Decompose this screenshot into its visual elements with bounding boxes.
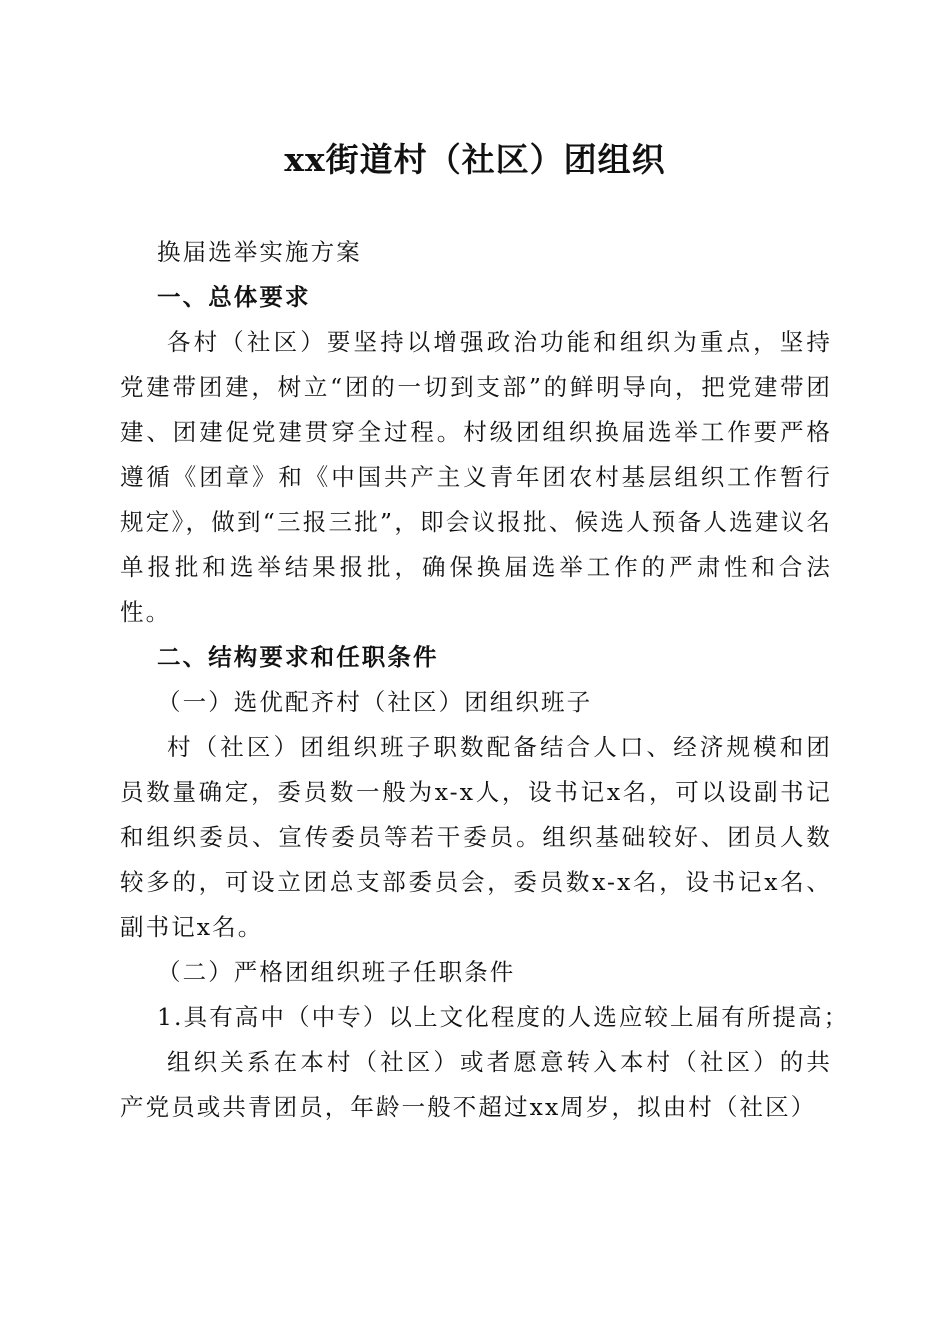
list-item: 1.具有高中（中专）以上文化程度的人选应较上届有所提高； bbox=[157, 1003, 850, 1031]
section-2-heading: 二、结构要求和任职条件 bbox=[157, 643, 439, 671]
section-1-heading: 一、总体要求 bbox=[157, 283, 311, 311]
subsection-2-heading: （二）严格团组织班子任职条件 bbox=[157, 958, 516, 986]
document-subtitle: 换届选举实施方案 bbox=[157, 238, 362, 266]
subsection-1-paragraph: 村（社区）团组织班子职数配备结合人口、经济规模和团员数量确定，委员数一般为x-x人，设书记x名，可以设副书记和组织委员、宣传委员等若干委员。组织基础较好、团员人数较多的，可设立团总支部委员会，委员数x-x名，设书记x名、副书记x名。 bbox=[120, 733, 832, 941]
document-title: xx街道村（社区）团组织 bbox=[284, 140, 666, 179]
subsection-1-heading: （一）选优配齐村（社区）团组织班子 bbox=[157, 688, 593, 716]
section-1-paragraph: 各村（社区）要坚持以增强政治功能和组织为重点，坚持党建带团建，树立“团的一切到支部”的鲜明导向，把党建带团建、团建促党建贯穿全过程。村级团组织换届选举工作要严格遵循《团章》和《中国共产主义青年团农村基层组织工作暂行规定》，做到“三报三批”，即会议报批、候选人预备人选建议名单报批和选举结果报批，确保换届选举工作的严肃性和合法性。 bbox=[120, 328, 832, 626]
document-body bbox=[120, 230, 850, 1130]
subsection-2-paragraph: 组织关系在本村（社区）或者愿意转入本村（社区）的共产党员或共青团员，年龄一般不超过xx周岁，拟由村（社区） bbox=[120, 1048, 832, 1121]
